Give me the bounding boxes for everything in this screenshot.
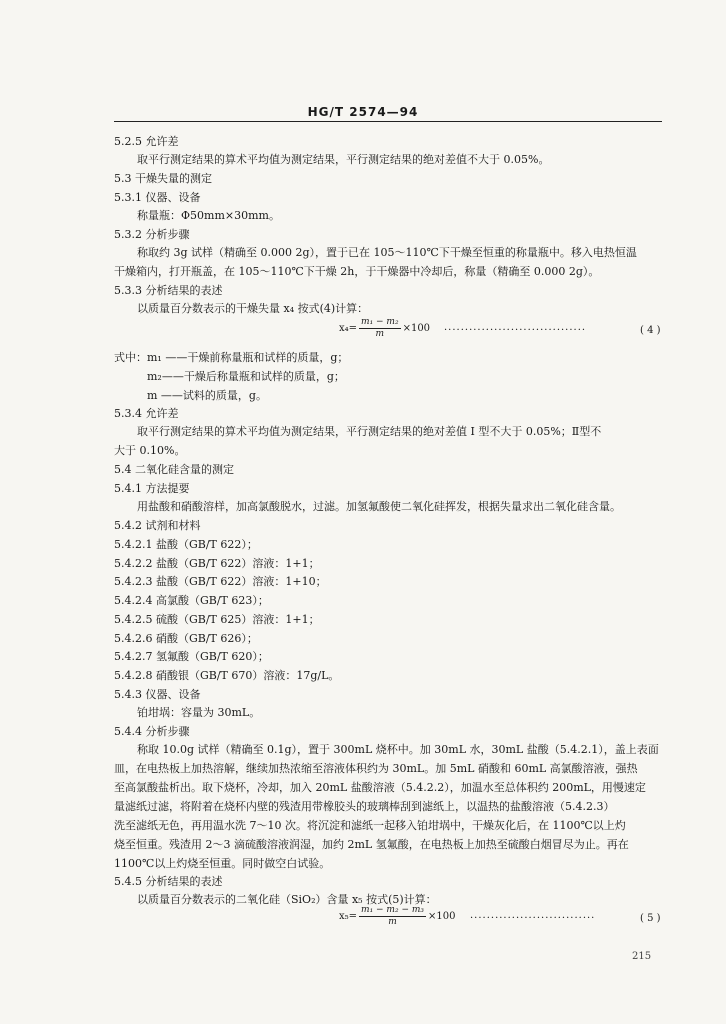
text-line: 5.4.1 方法提要 — [114, 482, 190, 495]
text-line: m₂——干燥后称量瓶和试样的质量，g； — [147, 370, 345, 383]
formula-5-fraction — [359, 906, 426, 927]
text-line: 1100℃以上灼烧至恒重。同时做空白试验。 — [114, 857, 331, 870]
text-line: 以质量百分数表示的二氧化硅（SiO₂）含量 x₅ 按式(5)计算： — [137, 893, 437, 906]
text-line: 5.3.4 允许差 — [114, 407, 179, 420]
text-line: 用盐酸和硝酸溶样，加高氯酸脱水，过滤。加氢氟酸使二氧化硅挥发，根据失量求出二氧化硅含量。 — [137, 500, 621, 513]
text-line: 5.4.2.3 盐酸（GB/T 622）溶液：1+10； — [114, 575, 327, 588]
text-line: 5.4.5 分析结果的表述 — [114, 875, 223, 888]
text-line: m ——试料的质量，g。 — [147, 389, 267, 402]
formula-4-lhs: x₄= — [339, 323, 358, 334]
standard-header: HG/T 2574—94 — [307, 105, 419, 119]
text-line: 5.4.2.5 硫酸（GB/T 625）溶液：1+1； — [114, 613, 320, 626]
formula-4-numerator: m₁ − m₂ — [361, 317, 399, 327]
text-line: 烧至恒重。残渣用 2～3 滴硫酸溶液润湿，加约 2mL 氢氟酸，在电热板上加热至硫酸白烟冒尽为止。再在 — [114, 838, 629, 851]
formula-5-lhs: x₅= — [339, 911, 358, 922]
text-line: 取平行测定结果的算术平均值为测定结果，平行测定结果的绝对差值不大于 0.05%。 — [137, 153, 550, 166]
text-line: 5.3.2 分析步骤 — [114, 228, 190, 241]
text-line: 5.3.3 分析结果的表述 — [114, 284, 223, 297]
text-line: 式中：m₁ ——干燥前称量瓶和试样的质量，g； — [114, 351, 349, 364]
text-line: 5.4.2.8 硝酸银（GB/T 670）溶液：17g/L。 — [114, 669, 340, 682]
text-line: 铂坩埚：容量为 30mL。 — [137, 706, 261, 719]
text-line: 5.2.5 允许差 — [114, 135, 179, 148]
formula-5-denominator: m — [388, 917, 397, 927]
text-line: 皿，在电热板上加热溶解，继续加热浓缩至溶液体积约为 30mL。加 5mL 硝酸和 60mL 高氯酸溶液，强热 — [114, 762, 638, 775]
text-line: 5.4.3 仪器、设备 — [114, 688, 201, 701]
text-line: 5.4.2 试剂和材料 — [114, 519, 201, 532]
formula-4-number: ( 4 ) — [640, 325, 661, 336]
text-line: 5.3.1 仪器、设备 — [114, 191, 201, 204]
text-line: 量滤纸过滤，将附着在烧杯内壁的残渣用带橡胶头的玻璃棒刮到滤纸上，以温热的盐酸溶液（5.4.2.3） — [114, 800, 615, 813]
text-line: 以质量百分数表示的干燥失量 x₄ 按式(4)计算： — [137, 302, 369, 315]
text-line: 5.4.4 分析步骤 — [114, 725, 190, 738]
text-line: 5.4.2.2 盐酸（GB/T 622）溶液：1+1； — [114, 557, 320, 570]
text-line: 称量瓶：Φ50mm×30mm。 — [137, 209, 280, 222]
header-rule — [114, 121, 662, 122]
formula-4-fraction — [359, 318, 401, 339]
text-line: 5.4.2.1 盐酸（GB/T 622）； — [114, 538, 258, 551]
formula-5-number: ( 5 ) — [640, 913, 661, 924]
text-line: 5.4 二氧化硅含量的测定 — [114, 463, 234, 476]
text-line: 称取 10.0g 试样（精确至 0.1g），置于 300mL 烧杯中。加 30mL 水，30mL 盐酸（5.4.2.1），盖上表面 — [137, 743, 659, 756]
text-line: 称取约 3g 试样（精确至 0.000 2g），置于已在 105～110℃下干燥至恒重的称量瓶中。移入电热恒温 — [137, 246, 637, 259]
formula-4 — [339, 318, 430, 339]
formula-5 — [339, 906, 455, 927]
formula-4-multiplier: ×100 — [402, 323, 431, 334]
formula-4-denominator: m — [375, 329, 385, 339]
formula-4-leader-dots: ·································· — [444, 326, 587, 336]
text-line: 5.4.2.7 氢氟酸（GB/T 620）； — [114, 650, 269, 663]
text-line: 洗至滤纸无色，再用温水洗 7～10 次。将沉淀和滤纸一起移入铂坩埚中，干燥灰化后，在 1100℃以上灼 — [114, 819, 626, 832]
page-number: 215 — [632, 951, 652, 962]
formula-5-multiplier: ×100 — [427, 911, 456, 922]
text-line: 大于 0.10%。 — [114, 444, 186, 457]
text-line: 取平行测定结果的算术平均值为测定结果，平行测定结果的绝对差值 I 型不大于 0.05%；Ⅱ型不 — [137, 425, 602, 438]
text-line: 至高氯酸盐析出。取下烧杯，冷却，加入 20mL 盐酸溶液（5.4.2.2），加温水至总体积约 200mL，用慢速定 — [114, 781, 646, 794]
formula-5-numerator: m₁ − m₂ − m₃ — [361, 905, 424, 915]
text-line: 5.3 干燥失量的测定 — [114, 172, 212, 185]
text-line: 干燥箱内，打开瓶盖，在 105～110℃下干燥 2h，于干燥器中冷却后，称量（精确至 0.000 2g）。 — [114, 265, 600, 278]
text-line: 5.4.2.4 高氯酸（GB/T 623）； — [114, 594, 269, 607]
text-line: 5.4.2.6 硝酸（GB/T 626）； — [114, 632, 258, 645]
formula-5-leader-dots: ······························ — [470, 914, 596, 924]
